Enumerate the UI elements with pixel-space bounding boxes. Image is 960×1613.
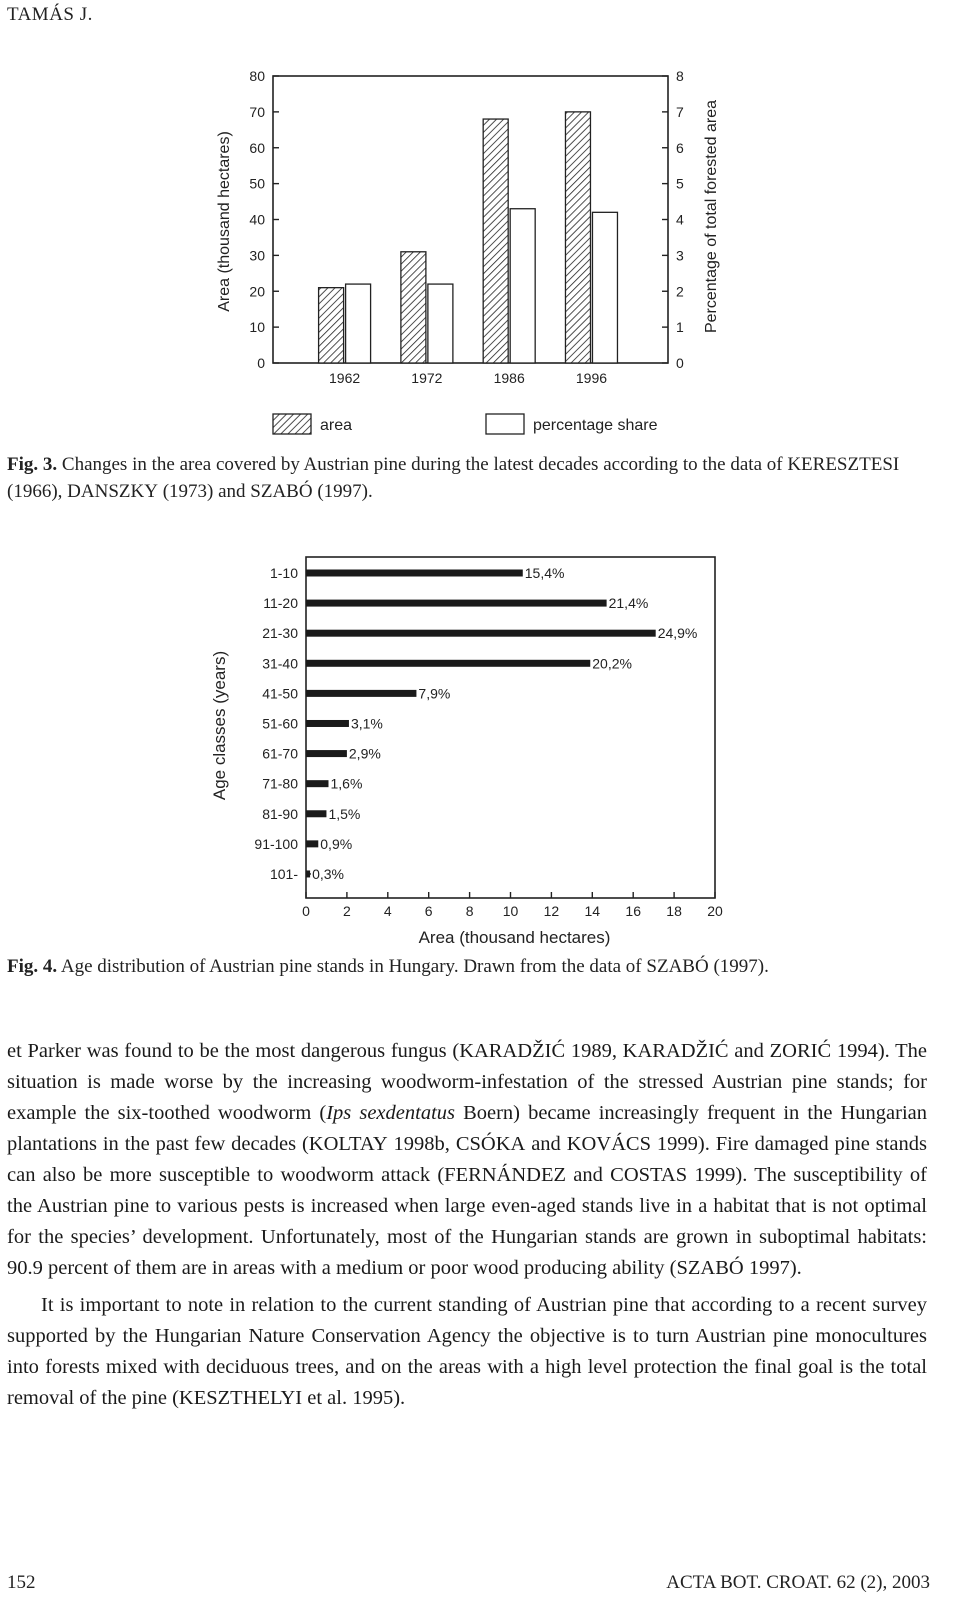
y-tick-label: 0 bbox=[257, 355, 265, 371]
y-tick-label: 30 bbox=[249, 247, 265, 264]
x-tick-label: 1962 bbox=[329, 370, 361, 386]
text-run: Boern) became increasingly frequent in the Hungarian plantations in the past few decades ( bbox=[7, 1102, 928, 1155]
age-bar bbox=[306, 780, 328, 787]
text-run: et Parker was found to be the most dangerous fungus ( bbox=[7, 1040, 460, 1062]
age-bar bbox=[306, 750, 347, 757]
text-run: and bbox=[525, 1133, 567, 1155]
age-class-label: 21-30 bbox=[262, 625, 298, 642]
age-bar bbox=[306, 810, 326, 817]
y-right-tick-label: 3 bbox=[676, 247, 684, 264]
x-axis-label: Area (thousand hectares) bbox=[418, 928, 611, 947]
y-right-tick-label: 5 bbox=[676, 175, 684, 192]
bar-data-label: 3,1% bbox=[350, 715, 383, 732]
figure-4-caption: Fig. 4. Age distribution of Austrian pine stands in Hungary. Drawn from the data of SZABÓ (1997). bbox=[7, 956, 769, 977]
age-class-label: 41-50 bbox=[262, 685, 298, 702]
bar-data-label: 21,4% bbox=[608, 595, 649, 612]
text-run: et al. 1995). bbox=[302, 1387, 406, 1409]
bar-data-label: 1,5% bbox=[328, 805, 361, 822]
y-right-tick-label: 7 bbox=[676, 103, 684, 120]
bar-data-label: 0,3% bbox=[312, 865, 345, 882]
age-bar bbox=[306, 630, 656, 637]
age-class-label: 31-40 bbox=[262, 655, 298, 672]
y-axis-label: Age classes (years) bbox=[210, 650, 229, 801]
text-run: KOVÁCS bbox=[566, 1133, 651, 1155]
age-class-label: 101- bbox=[269, 865, 298, 882]
text-run: KOLTAY bbox=[308, 1133, 388, 1155]
text-run: 1989, bbox=[565, 1040, 623, 1062]
age-class-label: 51-60 bbox=[262, 715, 298, 732]
x-tick-label: 10 bbox=[502, 903, 519, 919]
x-tick-label: 4 bbox=[383, 903, 392, 919]
age-class-label: 11-20 bbox=[263, 595, 298, 612]
text-run: and bbox=[728, 1040, 770, 1062]
y-tick-label: 40 bbox=[249, 211, 265, 228]
y-tick-label: 50 bbox=[249, 175, 265, 192]
text-run: KESZTHELYI bbox=[178, 1387, 303, 1409]
y-axis-label: Area (thousand hectares) bbox=[216, 131, 233, 312]
text-run: 1998b, bbox=[387, 1133, 456, 1155]
figure-4-label: Fig. 4. bbox=[7, 956, 58, 977]
age-bar bbox=[306, 600, 607, 607]
age-bar bbox=[306, 840, 318, 847]
journal-citation: ACTA BOT. CROAT. 62 (2), 2003 bbox=[666, 1572, 930, 1593]
page-number: 152 bbox=[7, 1572, 36, 1593]
y-right-tick-label: 6 bbox=[676, 139, 684, 156]
figure-4-plot-area bbox=[210, 557, 723, 947]
text-run: 1999). The susceptibility of the Austrian pine to various pests is increased when large even-aged stands live in a habitat that is not optimal for the species’ development. Unfortunately, most of the Hungarian stands are grown in suboptimal habitats: 90.9 percent of them are in areas with a medium or poor wood producing ability ( bbox=[7, 1164, 928, 1279]
text-run: 1999). Fire damaged pine stands can also be more susceptible to woodworm attack ( bbox=[7, 1133, 927, 1186]
y-right-axis-label: Percentage of total forested area bbox=[703, 99, 720, 334]
running-head: TAMÁS J. bbox=[7, 4, 93, 25]
age-class-label: 81-90 bbox=[262, 805, 298, 822]
paragraph bbox=[7, 1290, 927, 1414]
y-right-tick-label: 4 bbox=[676, 211, 684, 228]
text-run: KARADŽIĆ bbox=[622, 1040, 729, 1062]
text-run: KARADŽIĆ bbox=[459, 1040, 566, 1062]
age-bar bbox=[306, 870, 310, 877]
age-bar bbox=[306, 660, 590, 667]
bar-area bbox=[319, 288, 344, 363]
x-tick-label: 16 bbox=[625, 903, 641, 919]
age-bar bbox=[306, 570, 523, 577]
body-text bbox=[7, 1036, 927, 1414]
age-bar bbox=[306, 690, 416, 697]
x-tick-label: 0 bbox=[302, 903, 310, 919]
text-run: It is important to note in relation to the current standing of Austrian pine that according to a recent survey supported by the Hungarian Nature Conservation Agency the objective is to turn Austrian pine monocultures into forests mixed with deciduous trees, and on the areas with a high level protection the final goal is the total removal of the pine ( bbox=[7, 1294, 927, 1409]
x-tick-label: 1996 bbox=[575, 370, 608, 386]
figure-3-plot-area bbox=[216, 68, 720, 434]
bar-data-label: 2,9% bbox=[348, 745, 381, 762]
y-right-tick-label: 1 bbox=[676, 319, 684, 336]
legend-label-percentage: percentage share bbox=[533, 417, 658, 434]
x-tick-label: 1986 bbox=[493, 370, 525, 386]
x-tick-label: 1972 bbox=[411, 370, 443, 386]
bar-area bbox=[401, 252, 426, 363]
bar-area bbox=[565, 112, 590, 363]
y-tick-label: 10 bbox=[249, 319, 265, 336]
bar-data-label: 7,9% bbox=[418, 685, 451, 702]
text-run: 1997). bbox=[743, 1257, 802, 1279]
text-run: Ips sexdentatus bbox=[326, 1102, 455, 1124]
bar-data-label: 20,2% bbox=[592, 655, 632, 672]
y-right-tick-label: 8 bbox=[676, 68, 684, 84]
text-run: SZABÓ bbox=[676, 1257, 744, 1279]
bar-data-label: 0,9% bbox=[320, 835, 353, 852]
bar-data-label: 24,9% bbox=[657, 625, 698, 642]
x-tick-label: 12 bbox=[543, 903, 560, 919]
legend-swatch-area bbox=[273, 414, 311, 434]
y-right-tick-label: 0 bbox=[676, 355, 684, 371]
bar-data-label: 15,4% bbox=[524, 565, 565, 581]
x-tick-label: 18 bbox=[666, 903, 682, 919]
text-run: CSÓKA bbox=[455, 1133, 526, 1155]
age-class-label: 61-70 bbox=[262, 745, 298, 762]
bar-percentage bbox=[510, 209, 535, 363]
age-class-label: 1-10 bbox=[269, 565, 298, 581]
figure-3-caption: Fig. 3. Changes in the area covered by Austrian pine during the latest decades according to the data of KERESZTESI (1966), DANSZKY (1973) and SZABÓ (1997). bbox=[7, 454, 900, 502]
figure-4-chart bbox=[0, 540, 960, 960]
bar-percentage bbox=[592, 212, 617, 363]
x-tick-label: 20 bbox=[707, 903, 723, 919]
bar-percentage bbox=[346, 284, 371, 363]
x-tick-label: 14 bbox=[584, 903, 601, 919]
legend-swatch-percentage bbox=[486, 414, 524, 434]
text-run: 1994). The situation is made worse by the increasing woodworm-infestation of the stressed Austrian pine stands; for example the six-toothed woodworm ( bbox=[7, 1040, 927, 1124]
y-tick-label: 80 bbox=[249, 68, 265, 84]
text-run: ZORIĆ bbox=[769, 1040, 832, 1062]
bar-percentage bbox=[428, 284, 453, 363]
figure-3-chart bbox=[0, 0, 960, 460]
figure-3-label: Fig. 3. bbox=[7, 454, 58, 475]
x-tick-label: 2 bbox=[343, 903, 351, 919]
age-class-label: 71-80 bbox=[262, 775, 298, 792]
text-run: and bbox=[566, 1164, 611, 1186]
bar-area bbox=[483, 119, 508, 363]
paragraph bbox=[7, 1036, 927, 1284]
x-tick-label: 8 bbox=[465, 903, 474, 919]
age-bar bbox=[306, 720, 349, 727]
text-run: FERNÁNDEZ bbox=[444, 1164, 567, 1186]
y-tick-label: 20 bbox=[249, 283, 265, 300]
y-tick-label: 60 bbox=[249, 139, 265, 156]
legend-label-area: area bbox=[320, 417, 353, 434]
age-class-label: 91-100 bbox=[254, 835, 298, 852]
text-run: COSTAS bbox=[610, 1164, 688, 1186]
x-tick-label: 6 bbox=[424, 903, 433, 919]
y-tick-label: 70 bbox=[249, 103, 265, 120]
bar-data-label: 1,6% bbox=[330, 775, 363, 792]
y-right-tick-label: 2 bbox=[676, 283, 684, 300]
